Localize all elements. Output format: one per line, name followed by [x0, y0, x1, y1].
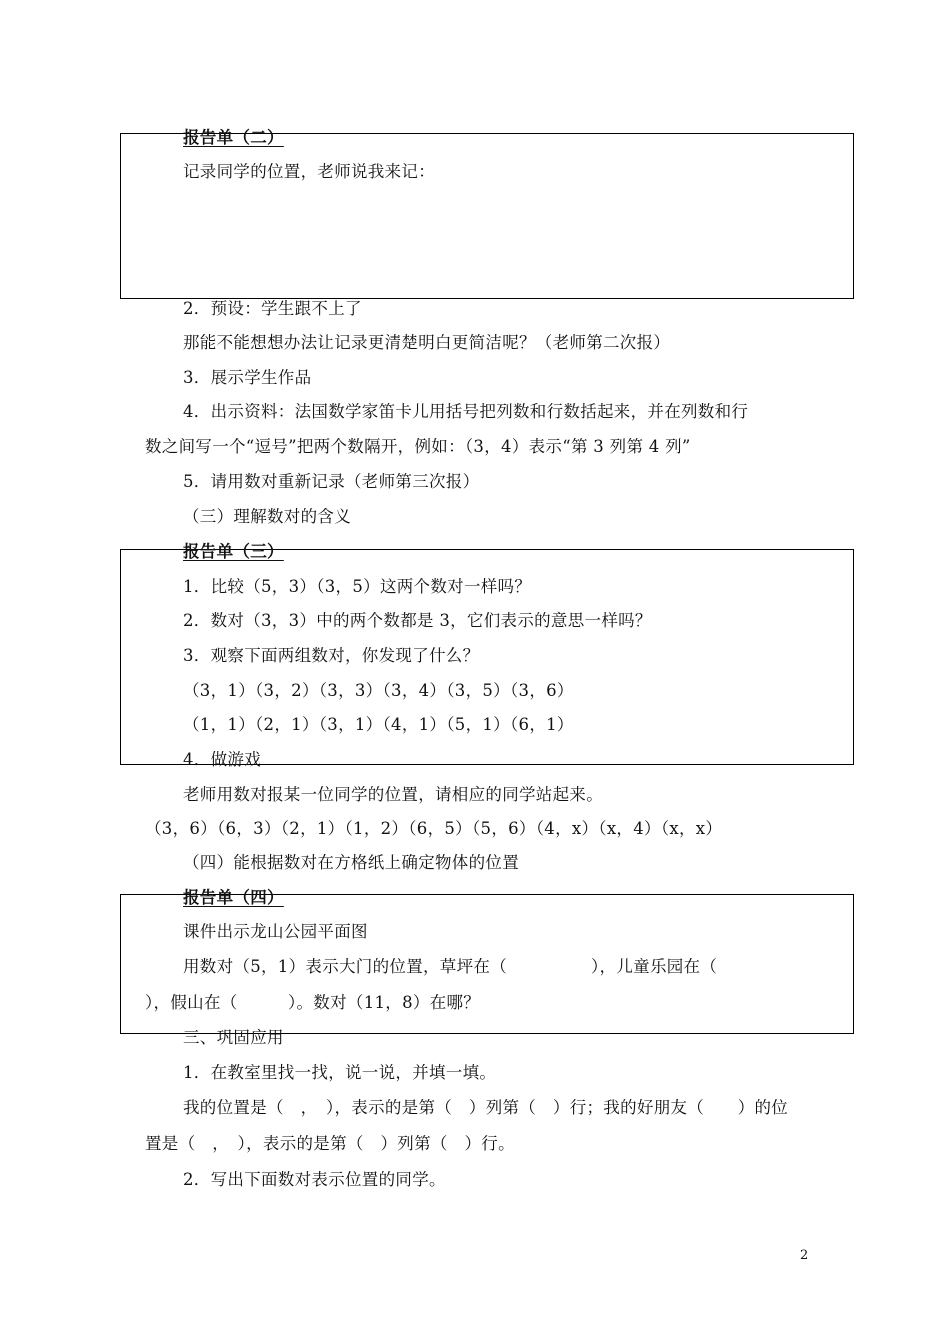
text-line: 1．在教室里找一找，说一说，并填一填。 [183, 1063, 497, 1082]
text-line: 我的位置是（ ， ），表示的是第（ ）列第（ ）行；我的好朋友（ ）的位 [183, 1098, 789, 1117]
report-2-line: 记录同学的位置，老师说我来记： [183, 162, 435, 181]
report-3-line: 1．比较（5，3）（3，5）这两个数对一样吗？ [183, 577, 532, 596]
text-line: 数之间写一个“逗号”把两个数隔开，例如：（3，4）表示“第 3 列第 4 列” [145, 437, 691, 456]
text-line: 4．出示资料：法国数学家笛卡儿用括号把列数和行数括起来，并在列数和行 [183, 402, 749, 421]
text-line: 2．写出下面数对表示位置的同学。 [183, 1170, 446, 1189]
text-line: 老师用数对报某一位同学的位置，请相应的同学站起来。 [183, 785, 603, 804]
text-line: 置是（ ， ），表示的是第（ ）列第（ ）行。 [145, 1134, 515, 1153]
report-3-line: 3．观察下面两组数对，你发现了什么？ [183, 646, 480, 665]
report-4-line: ），假山在（ ）。数对（11，8）在哪？ [145, 993, 481, 1012]
text-line: 5．请用数对重新记录（老师第三次报） [183, 472, 480, 491]
report-3-line: （1，1）（2，1）（3，1）（4，1）（5，1）（6，1） [183, 715, 574, 734]
report-3-line: （3，1）（3，2）（3，3）（3，4）（3，5）（3，6） [183, 681, 574, 700]
text-line: 2．预设：学生跟不上了 [183, 299, 362, 318]
section-heading: （四）能根据数对在方格纸上确定物体的位置 [183, 853, 519, 872]
report-4-line: 用数对（5，1）表示大门的位置，草坪在（ ），儿童乐园在（ [183, 957, 718, 976]
section-heading: 三、巩固应用 [183, 1028, 284, 1047]
text-line: 那能不能想想办法让记录更清楚明白更简洁呢？（老师第二次报） [183, 333, 671, 352]
text-line: 4．做游戏 [183, 750, 261, 769]
report-2-title: 报告单（二） [183, 128, 284, 147]
text-line: 3．展示学生作品 [183, 368, 312, 387]
report-3-line: 2．数对（3，3）中的两个数都是 3，它们表示的意思一样吗？ [183, 611, 652, 630]
report-4-title: 报告单（四） [183, 888, 284, 907]
text-line: （3，6）（6，3）（2，1）（1，2）（6，5）（5，6）（4，x）（x，4）（x，x） [145, 819, 723, 838]
report-box-2 [120, 133, 854, 299]
report-3-title: 报告单（三） [183, 542, 284, 561]
section-heading: （三）理解数对的含义 [183, 507, 351, 526]
report-4-line: 课件出示龙山公园平面图 [183, 922, 368, 941]
page-number: 2 [800, 1248, 809, 1263]
